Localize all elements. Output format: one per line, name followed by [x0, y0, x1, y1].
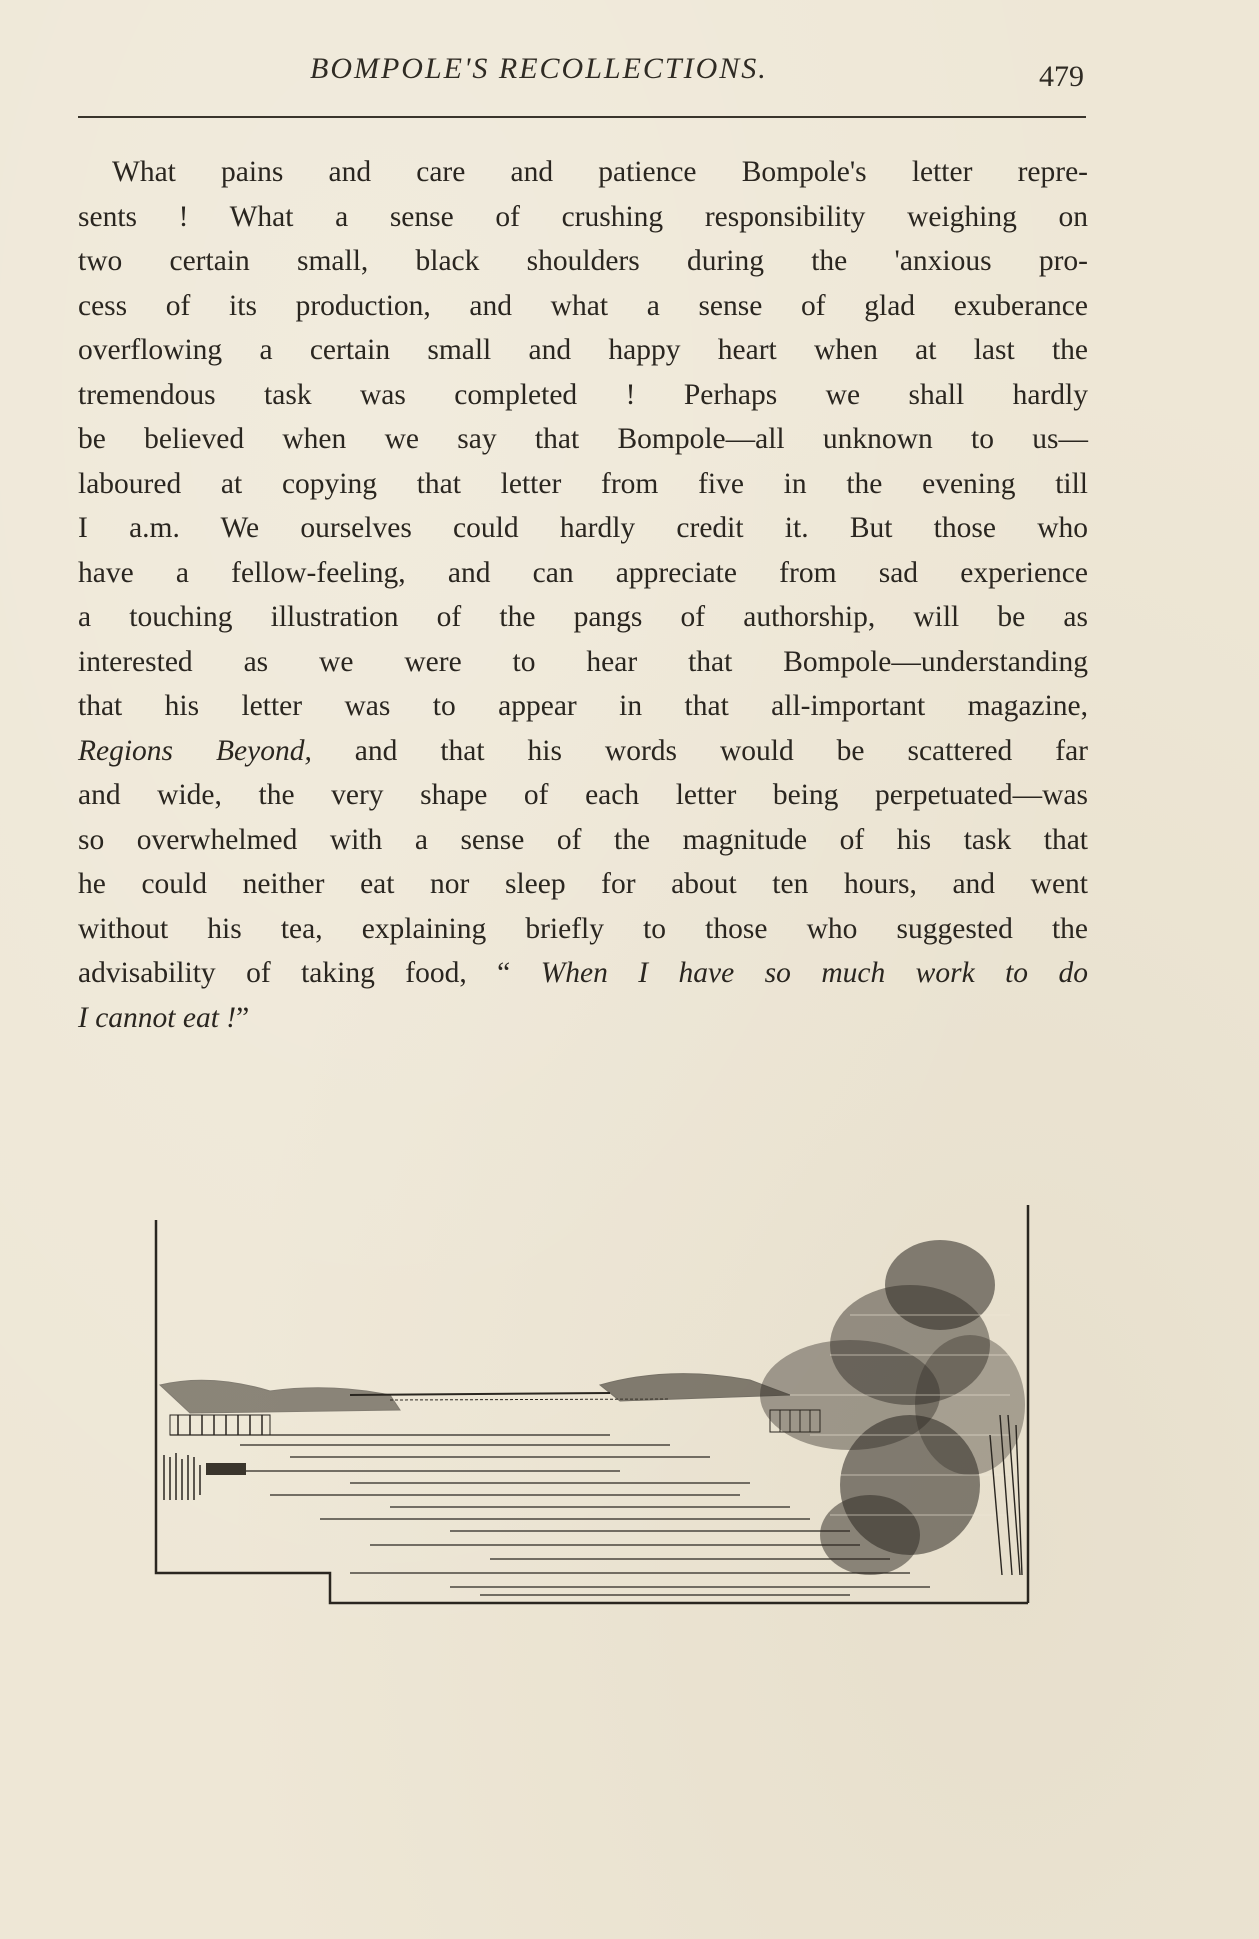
- text-line: overflowing a certain small and happy heart when at last the: [78, 334, 1088, 366]
- far-riverbank: [160, 1374, 790, 1413]
- text-line: have a fellow-feeling, and can appreciate from sad experience: [78, 556, 1088, 589]
- text-fragment: advisability of taking food, “: [78, 957, 541, 989]
- body-paragraph: [78, 150, 1088, 1040]
- text-line: What pains and care and patience Bompole's letter repre-: [112, 156, 1088, 188]
- tree-cluster: [760, 1240, 1025, 1575]
- running-title: BOMPOLE'S RECOLLECTIONS.: [310, 52, 768, 85]
- river-landscape-engraving: [150, 1195, 1030, 1620]
- text-line: [78, 729, 1088, 774]
- text-line: that his letter was to appear in that all-important magazine,: [78, 690, 1088, 722]
- text-line: be believed when we say that Bompole—all unknown to us—: [78, 423, 1088, 455]
- text-line: and wide, the very shape of each letter being perpetuated—was: [78, 779, 1088, 811]
- text-fragment: and that his words would be scattered far: [311, 734, 1088, 767]
- water-hatching: [170, 1435, 930, 1595]
- text-line: so overwhelmed with a sense of the magnitude of his task that: [78, 823, 1088, 856]
- closing-quote: ”: [236, 1001, 250, 1034]
- text-line: without his tea, explaining briefly to those who suggested the: [78, 912, 1088, 945]
- text-line: laboured at copying that letter from five in the evening till: [78, 467, 1088, 500]
- text-line: [78, 996, 1088, 1041]
- header-rule: [78, 116, 1086, 118]
- page-number: 479: [1039, 60, 1084, 93]
- text-line: sents ! What a sense of crushing responsibility weighing on: [78, 200, 1088, 233]
- text-line: interested as we were to hear that Bompole—understanding: [78, 645, 1088, 678]
- text-line: [78, 951, 1088, 996]
- quotation-italic: I cannot eat !: [78, 1001, 237, 1034]
- text-line: tremendous task was completed ! Perhaps we shall hardly: [78, 378, 1088, 411]
- text-line: cess of its production, and what a sense of glad exuberance: [78, 289, 1088, 322]
- text-line: he could neither eat nor sleep for about ten hours, and went: [78, 868, 1088, 900]
- text-line: a touching illustration of the pangs of authorship, will be as: [78, 601, 1088, 633]
- text-line: I a.m. We ourselves could hardly credit it. But those who: [78, 512, 1088, 544]
- quotation-italic: When I have so much work to do: [540, 957, 1088, 989]
- magazine-title: Regions Beyond,: [78, 734, 312, 767]
- reeds: [164, 1415, 270, 1500]
- text-line: two certain small, black shoulders during the 'anxious pro-: [78, 245, 1088, 277]
